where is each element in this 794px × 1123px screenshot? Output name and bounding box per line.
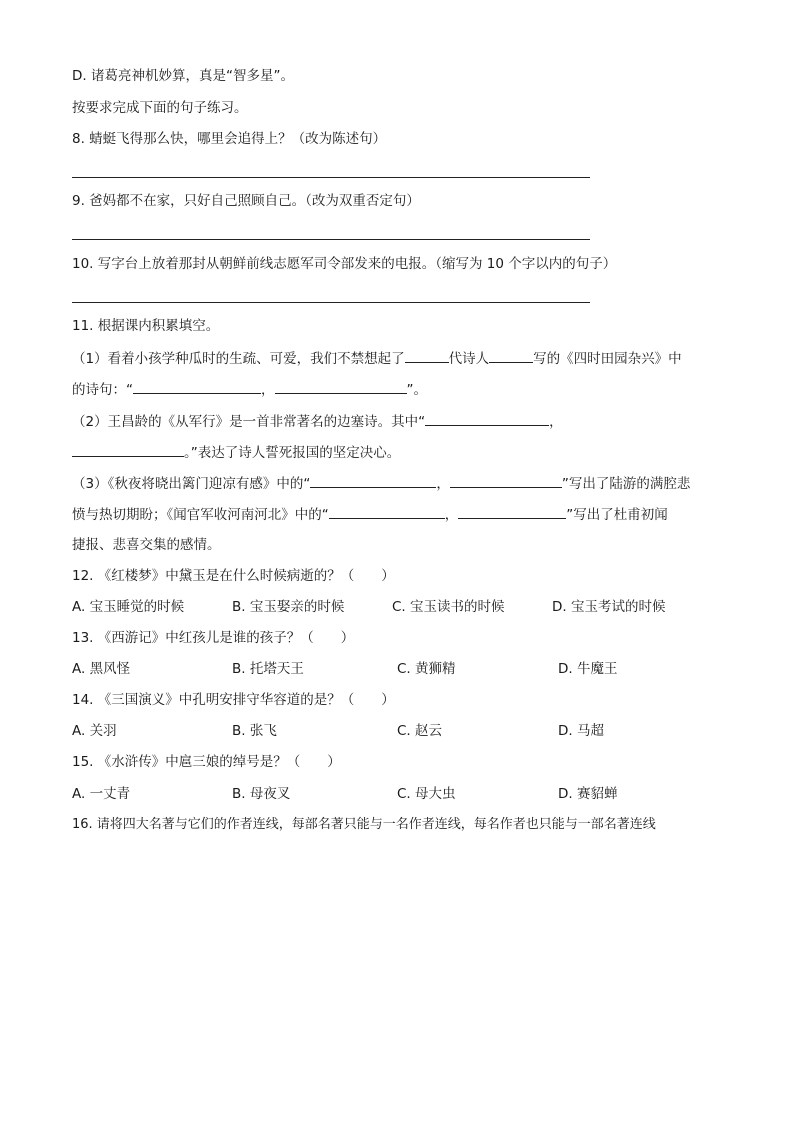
question-11-part3: （3）《秋夜将晓出篱门迎凉有感》中的“ ， ”写出了陆游的满腔悲 xyxy=(72,472,690,494)
q13-option-b[interactable]: B. 托塔天王 xyxy=(232,661,304,677)
blank-poem-line-6[interactable] xyxy=(450,472,562,488)
q12-option-d[interactable]: D. 宝玉考试的时候 xyxy=(552,599,666,615)
question-9: 9. 爸妈都不在家，只好自己照顾自己。（改为双重否定句） xyxy=(72,193,420,209)
q13-option-d[interactable]: D. 牛魔王 xyxy=(558,661,618,677)
blank-poem-line-1[interactable] xyxy=(133,378,261,394)
q14-option-b[interactable]: B. 张飞 xyxy=(232,723,277,739)
blank-poem-line-8[interactable] xyxy=(458,503,566,519)
blank-poet[interactable] xyxy=(489,347,533,363)
question-11-part1: （1）看着小孩学种瓜时的生疏、可爱，我们不禁想起了 代诗人 写的《四时田园杂兴》中 xyxy=(72,347,682,369)
q12-option-b[interactable]: B. 宝玉娶亲的时候 xyxy=(232,599,345,615)
option-d-text: D. 诸葛亮神机妙算，真是“智多星”。 xyxy=(72,68,294,84)
q15-option-a[interactable]: A. 一丈青 xyxy=(72,786,131,802)
answer-line-q10[interactable] xyxy=(72,302,590,303)
question-11-part2: （2）王昌龄的《从军行》是一首非常著名的边塞诗。其中“ ， xyxy=(72,410,563,432)
answer-line-q8[interactable] xyxy=(72,177,590,178)
blank-poem-line-5[interactable] xyxy=(310,472,436,488)
question-10: 10. 写字台上放着那封从朝鲜前线志愿军司令部发来的电报。（缩写为 10 个字以内的句子） xyxy=(72,256,617,272)
q14-option-d[interactable]: D. 马超 xyxy=(558,723,604,739)
question-15: 15. 《水浒传》中扈三娘的绰号是？（ ） xyxy=(72,754,341,770)
question-11-part3-cont: 愤与热切期盼；《闻官军收河南河北》中的“ ， ”写出了杜甫初闻 xyxy=(72,503,668,525)
q12-option-a[interactable]: A. 宝玉睡觉的时候 xyxy=(72,599,185,615)
question-12: 12. 《红楼梦》中黛玉是在什么时候病逝的？（ ） xyxy=(72,568,395,584)
blank-poem-line-7[interactable] xyxy=(329,503,445,519)
question-8: 8. 蜻蜓飞得那么快，哪里会追得上？（改为陈述句） xyxy=(72,131,387,147)
blank-dynasty[interactable] xyxy=(405,347,449,363)
blank-poem-line-3[interactable] xyxy=(425,410,549,426)
q14-option-c[interactable]: C. 赵云 xyxy=(397,723,443,739)
q14-option-a[interactable]: A. 关羽 xyxy=(72,723,117,739)
question-11-part3-end: 捷报、悲喜交集的感情。 xyxy=(72,537,221,553)
q12-option-c[interactable]: C. 宝玉读书的时候 xyxy=(392,599,505,615)
blank-poem-line-4[interactable] xyxy=(72,441,184,457)
section-instruction: 按要求完成下面的句子练习。 xyxy=(72,100,248,116)
question-14: 14. 《三国演义》中孔明安排守华容道的是？（ ） xyxy=(72,692,395,708)
q15-option-c[interactable]: C. 母大虫 xyxy=(397,786,456,802)
answer-line-q9[interactable] xyxy=(72,239,590,240)
q13-option-c[interactable]: C. 黄狮精 xyxy=(397,661,456,677)
question-11-part1-cont: 的诗句：“ ， ”。 xyxy=(72,378,427,400)
q13-option-a[interactable]: A. 黑风怪 xyxy=(72,661,131,677)
question-11-title: 11. 根据课内积累填空。 xyxy=(72,318,220,334)
q15-option-b[interactable]: B. 母夜叉 xyxy=(232,786,291,802)
blank-poem-line-2[interactable] xyxy=(275,378,407,394)
q15-option-d[interactable]: D. 赛貂蝉 xyxy=(558,786,618,802)
question-11-part2-cont: 。”表达了诗人誓死报国的坚定决心。 xyxy=(72,441,400,463)
question-13: 13. 《西游记》中红孩儿是谁的孩子？（ ） xyxy=(72,630,355,646)
question-16: 16. 请将四大名著与它们的作者连线，每部名著只能与一名作者连线，每名作者也只能与一部名著连线 xyxy=(72,817,656,832)
